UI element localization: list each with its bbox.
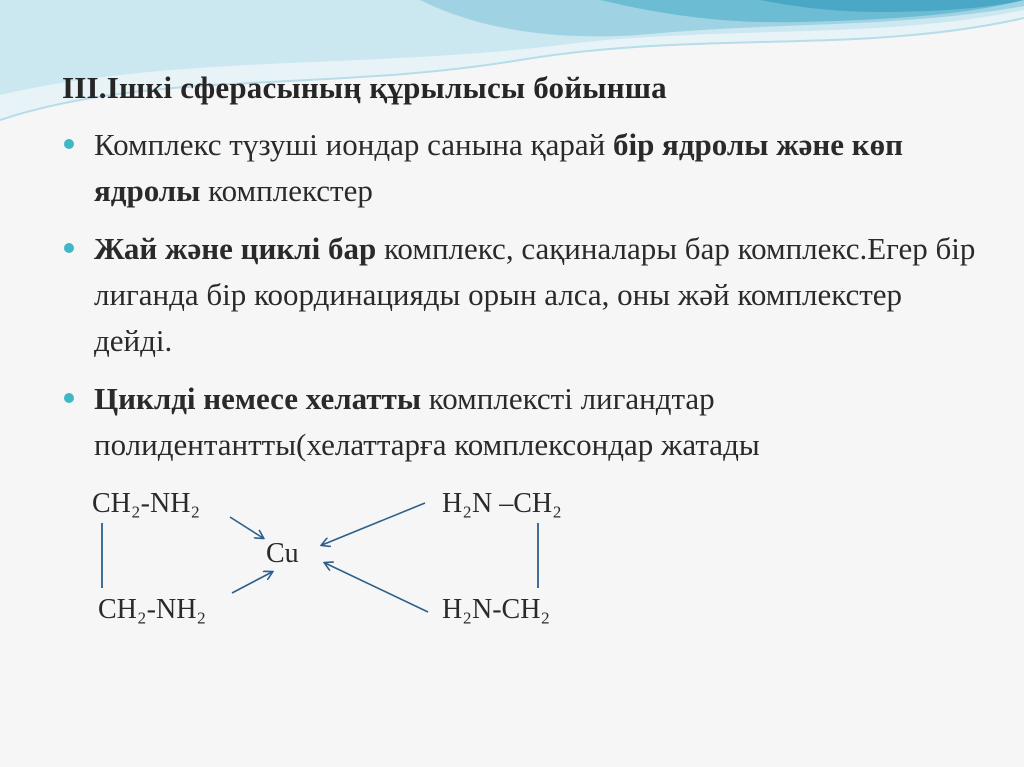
formula-top-right: H₂N –CH₂ xyxy=(442,488,562,519)
arrow-top-right xyxy=(322,503,425,545)
arrow-bottom-left xyxy=(232,572,272,593)
formula-bottom-right: H₂N-CH₂ xyxy=(442,594,551,625)
arrow-bottom-right xyxy=(325,563,428,612)
bullet-text: Комплекс түзуші иондар санына қарай бір ядролы және көп ядролы комплекстер xyxy=(94,127,904,208)
formula-bottom-left: CH₂-NH₂ xyxy=(98,594,207,625)
bullet-text: Циклді немесе хелатты комплексті лигандтар полидентантты(хелаттарға комплексондар жатады xyxy=(94,381,760,462)
formula-top-left: CH₂-NH₂ xyxy=(92,488,201,519)
formula-center-metal: Cu xyxy=(266,538,299,569)
arrow-top-left xyxy=(230,517,263,538)
bullet-text: Жай және циклі бар комплекс, сақиналары бар комплекс.Егер бір лиганда бір координацияды орын алса, оны жәй комплекстер дейді. xyxy=(94,231,976,358)
slide-title: III.Ішкі сферасының құрылысы бойынша xyxy=(62,70,667,105)
